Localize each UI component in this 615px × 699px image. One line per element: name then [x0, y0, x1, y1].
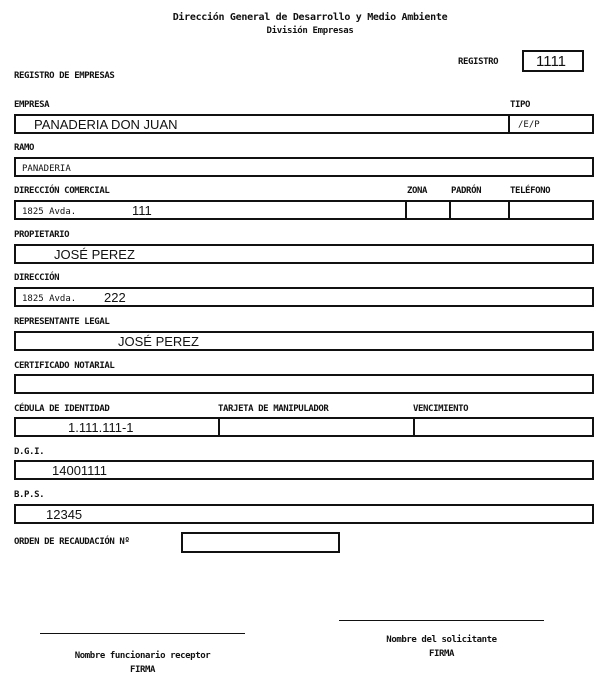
- tipo-field[interactable]: [510, 114, 592, 134]
- tipo-value: /E/P: [518, 120, 540, 130]
- form-title: REGISTRO DE EMPRESAS: [14, 71, 115, 81]
- registro-label: REGISTRO: [458, 57, 499, 67]
- empresa-label: EMPRESA: [14, 100, 50, 110]
- tipo-label: TIPO: [510, 100, 531, 110]
- direccion-comercial-label: DIRECCIÓN COMERCIAL: [14, 186, 110, 196]
- signature-line-left: [40, 633, 245, 634]
- registro-field[interactable]: [522, 50, 584, 72]
- empresa-field[interactable]: [14, 114, 594, 134]
- registro-value: 1111: [536, 53, 567, 70]
- signature-left-firma: FIRMA: [129, 665, 156, 675]
- empresa-value: PANADERIA DON JUAN: [34, 117, 178, 132]
- header-subtitle: División Empresas: [266, 26, 354, 36]
- header-title: Dirección General de Desarrollo y Medio Ambiente: [172, 12, 448, 23]
- bps-value: 12345: [46, 507, 83, 522]
- padron-label: PADRÓN: [451, 186, 482, 196]
- signature-line-right: [339, 620, 544, 621]
- ramo-field[interactable]: [14, 157, 594, 177]
- tarjeta-label: TARJETA DE MANIPULADOR: [218, 404, 329, 414]
- dgi-field[interactable]: [14, 460, 594, 480]
- signature-right-firma: FIRMA: [428, 649, 455, 659]
- telefono-field[interactable]: [510, 200, 592, 220]
- dgi-label: D.G.I.: [14, 447, 45, 457]
- tarjeta-field[interactable]: [220, 417, 413, 437]
- propietario-field[interactable]: [14, 244, 594, 264]
- padron-field[interactable]: [451, 200, 508, 220]
- propietario-value: JOSÉ PEREZ: [54, 247, 135, 262]
- vencimiento-field[interactable]: [415, 417, 592, 437]
- bps-field[interactable]: [14, 504, 594, 524]
- zona-field[interactable]: [407, 200, 449, 220]
- orden-recaudacion-field[interactable]: [181, 532, 340, 553]
- direccion-street: 1825 Avda.: [22, 294, 77, 304]
- orden-recaudacion-label: ORDEN DE RECAUDACIÓN Nº: [14, 537, 130, 547]
- propietario-label: PROPIETARIO: [14, 230, 70, 240]
- vencimiento-label: VENCIMIENTO: [413, 404, 469, 414]
- signature-left-name: Nombre funcionario receptor: [74, 651, 211, 661]
- telefono-label: TELÉFONO: [510, 186, 551, 196]
- ramo-value: PANADERIA: [22, 164, 71, 174]
- signature-right-name: Nombre del solicitante: [386, 635, 497, 645]
- certificado-notarial-label: CERTIFICADO NOTARIAL: [14, 361, 115, 371]
- cedula-label: CÉDULA DE IDENTIDAD: [14, 404, 110, 414]
- representante-legal-value: JOSÉ PEREZ: [118, 334, 199, 349]
- direccion-number: 222: [104, 290, 126, 305]
- cedula-value: 1.111.111-1: [68, 420, 134, 435]
- ramo-label: RAMO: [14, 143, 35, 153]
- zona-label: ZONA: [407, 186, 428, 196]
- bps-label: B.P.S.: [14, 490, 45, 500]
- representante-legal-field[interactable]: [14, 331, 594, 351]
- direccion-comercial-street: 1825 Avda.: [22, 207, 77, 217]
- direccion-field[interactable]: [14, 287, 594, 307]
- certificado-notarial-field[interactable]: [14, 374, 594, 394]
- direccion-label: DIRECCIÓN: [14, 273, 60, 283]
- direccion-comercial-number: 111: [132, 203, 152, 218]
- dgi-value: 14001111: [52, 463, 107, 478]
- representante-legal-label: REPRESENTANTE LEGAL: [14, 317, 110, 327]
